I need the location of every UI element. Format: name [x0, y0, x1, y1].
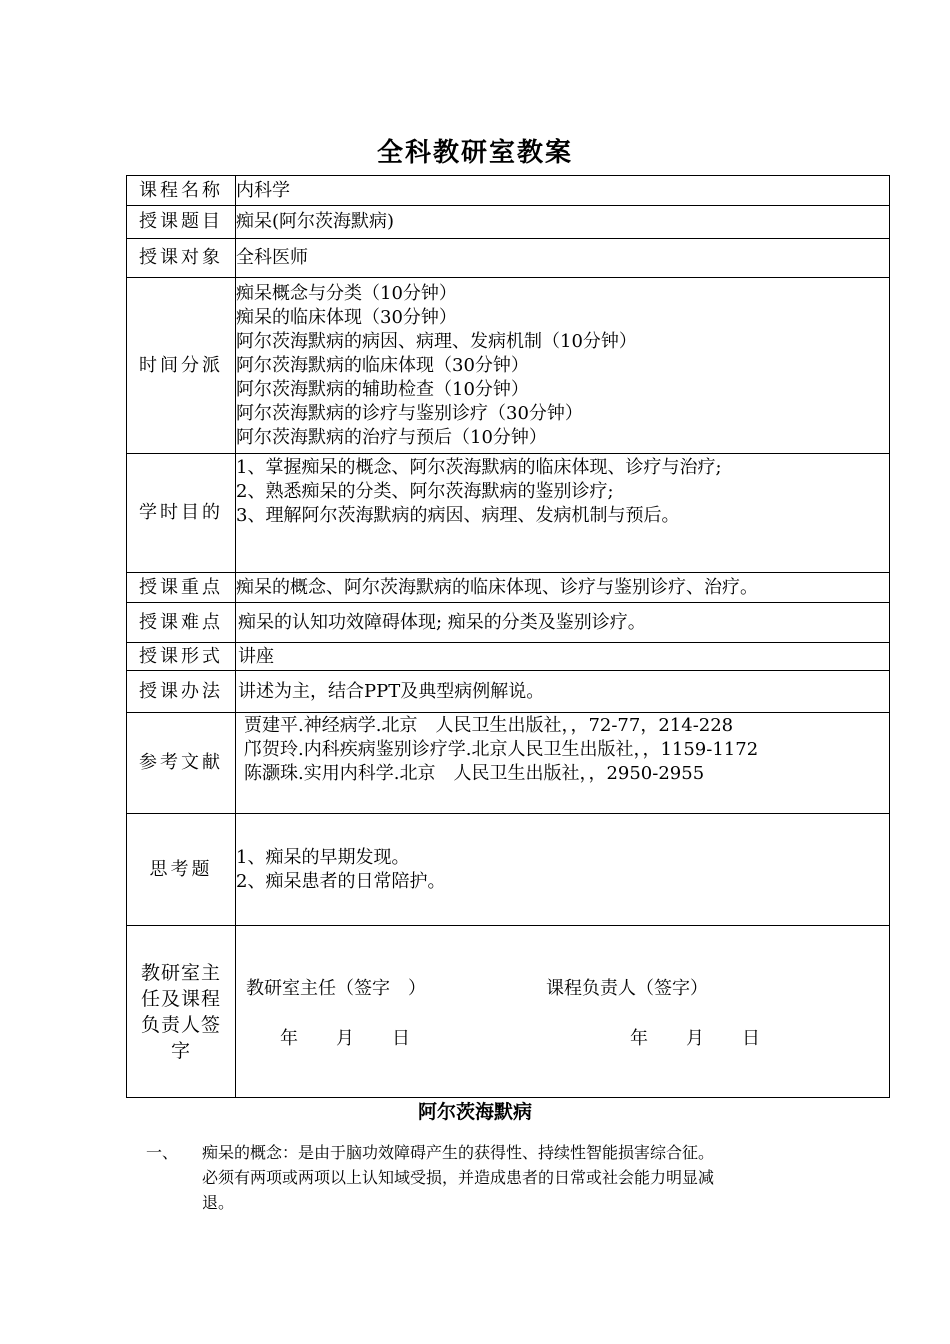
method-value: 讲述为主，结合PPT及典型病例解说。	[236, 671, 890, 713]
row-label: 授课形式	[127, 643, 236, 671]
signature-area	[236, 926, 890, 1098]
owner-signature: 课程负责人（签字）	[546, 977, 708, 999]
reference-item: 贾建平.神经病学.北京 人民卫生出版社，，72-77，214-228	[244, 715, 734, 736]
table-row-questions	[127, 814, 890, 926]
row-label: 思考题	[127, 814, 236, 926]
section-heading: 阿尔茨海默病	[417, 1101, 532, 1123]
director-date	[246, 1027, 630, 1051]
signature-dates	[246, 1027, 889, 1051]
row-label: 授课办法	[127, 671, 236, 713]
director-signature: 教研室主任（签字 ）	[246, 977, 426, 999]
row-label: 课程名称	[127, 176, 236, 206]
year-label: 年	[630, 1027, 648, 1049]
paragraph-line: 痴呆的概念：是由于脑功效障碍产生的获得性、持续性智能损害综合征。	[202, 1143, 715, 1162]
table-row-key-points	[127, 573, 890, 603]
owner-date	[630, 1027, 760, 1051]
row-label: 学时目的	[127, 454, 236, 573]
questions-list	[236, 814, 890, 926]
signature-label-line: 字	[170, 1039, 191, 1062]
row-label: 授课难点	[127, 603, 236, 643]
schedule-item: 阿尔茨海默病的临床体现（30分钟）	[236, 354, 529, 376]
row-label: 授课重点	[127, 573, 236, 603]
section-paragraph	[146, 1140, 826, 1215]
table-row-objectives	[127, 454, 890, 573]
topic-value: 痴呆(阿尔茨海默病)	[236, 206, 890, 239]
signature-lines	[246, 977, 889, 1001]
objective-item: 3、理解阿尔茨海默病的病因、病理、发病机制与预后。	[236, 505, 680, 526]
day-label: 日	[392, 1027, 410, 1049]
schedule-item: 痴呆的临床体现（30分钟）	[236, 306, 457, 328]
lesson-plan-table	[126, 175, 890, 1098]
schedule-item: 阿尔茨海默病的治疗与预后（10分钟）	[236, 426, 547, 448]
signature-label	[127, 926, 236, 1098]
month-label: 月	[686, 1027, 704, 1049]
schedule-item: 阿尔茨海默病的辅助检查（10分钟）	[236, 378, 529, 400]
table-row-audience	[127, 239, 890, 278]
format-value: 讲座	[236, 643, 890, 671]
table-row-schedule	[127, 278, 890, 454]
reference-item: 邝贺玲.内科疾病鉴别诊疗学.北京人民卫生出版社，，1159-1172	[244, 739, 759, 760]
paragraph-text	[202, 1140, 826, 1215]
table-row-course	[127, 176, 890, 206]
month-label: 月	[336, 1027, 354, 1049]
question-item: 2、痴呆患者的日常陪护。	[236, 870, 446, 892]
day-label: 日	[742, 1027, 760, 1049]
schedule-item: 阿尔茨海默病的诊疗与鉴别诊疗（30分钟）	[236, 402, 583, 424]
row-label: 参考文献	[127, 713, 236, 814]
page-title: 全科教研室教案	[376, 138, 573, 168]
objective-item: 1、掌握痴呆的概念、阿尔茨海默病的临床体现、诊疗与治疗;	[236, 457, 722, 478]
audience-value: 全科医师	[236, 239, 890, 278]
item-number: 一、	[146, 1143, 179, 1162]
row-label: 时间分派	[127, 278, 236, 454]
schedule-item: 痴呆概念与分类（10分钟）	[236, 282, 457, 304]
table-row-method	[127, 671, 890, 713]
signature-label-line: 负责人签	[140, 1013, 221, 1036]
signature-label-line: 教研室主	[140, 961, 221, 984]
row-label: 授课对象	[127, 239, 236, 278]
objectives-list	[236, 454, 890, 573]
paragraph-line: 必须有两项或两项以上认知域受损，并造成患者的日常或社会能力明显减	[202, 1168, 715, 1187]
row-label: 授课题目	[127, 206, 236, 239]
year-label: 年	[280, 1027, 298, 1049]
schedule-list	[236, 278, 890, 454]
difficulties-value: 痴呆的认知功效障碍体现; 痴呆的分类及鉴别诊疗。	[236, 603, 890, 643]
table-row-signature	[127, 926, 890, 1098]
table-row-format	[127, 643, 890, 671]
schedule-item: 阿尔茨海默病的病因、病理、发病机制（10分钟）	[236, 330, 637, 352]
references-list	[236, 713, 890, 814]
signature-label-line: 任及课程	[140, 987, 221, 1010]
key-points-value: 痴呆的概念、阿尔茨海默病的临床体现、诊疗与鉴别诊疗、治疗。	[236, 573, 890, 603]
reference-item: 陈灏珠.实用内科学.北京 人民卫生出版社，，2950-2955	[244, 763, 705, 784]
table-row-difficulties	[127, 603, 890, 643]
paragraph-line: 退。	[202, 1193, 235, 1212]
question-item: 1、痴呆的早期发现。	[236, 846, 410, 868]
table-row-topic	[127, 206, 890, 239]
course-name-value: 内科学	[236, 176, 890, 206]
objective-item: 2、熟悉痴呆的分类、阿尔茨海默病的鉴别诊疗;	[236, 481, 614, 502]
table-row-references	[127, 713, 890, 814]
